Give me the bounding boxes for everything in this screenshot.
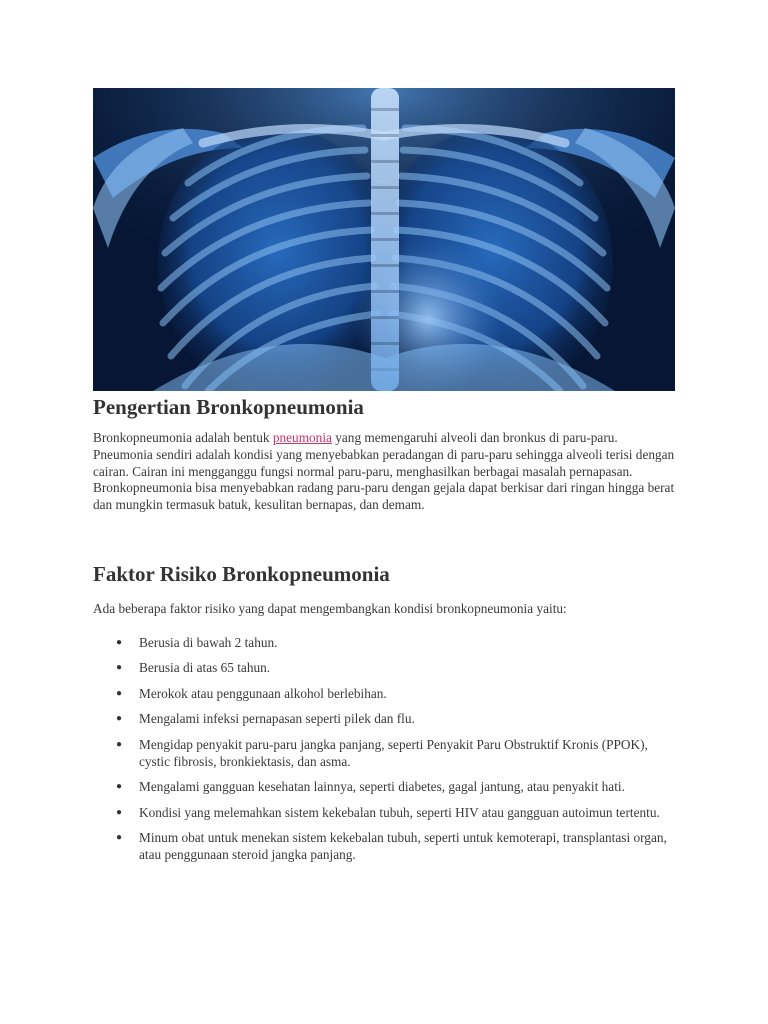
pneumonia-link[interactable]: pneumonia: [272, 430, 332, 445]
list-item: [93, 685, 675, 702]
list-item: [93, 804, 675, 821]
definition-paragraph: [93, 430, 675, 514]
list-item: [93, 778, 675, 795]
document-page: [93, 88, 675, 872]
bullet-icon: ●: [116, 806, 123, 818]
bullet-icon: ●: [116, 832, 123, 844]
risk-factor-text: Kondisi yang melemahkan sistem kekebalan tubuh, seperti HIV atau gangguan autoimun tertentu.: [139, 804, 660, 820]
bullet-icon: ●: [116, 738, 123, 750]
bullet-icon: ●: [116, 687, 123, 699]
risk-factor-text: Berusia di bawah 2 tahun.: [139, 634, 278, 650]
definition-heading: Pengertian Bronkopneumonia: [93, 395, 364, 419]
definition-text-rest: yang memengaruhi alveoli dan bronkus di paru-paru. Pneumonia sendiri adalah kondisi yang menyebabkan peradangan di paru-paru sehingga alveoli terisi dengan cairan. Cairan ini mengganggu fungsi normal paru-paru, menghasilkan berbagai masalah pernapasan. Bronkopneumonia bisa menyebabkan radang paru-paru dengan gejala dapat berkisar dari ringan hingga berat dan mungkin termasuk batuk, kesulitan bernapas, dan demam.: [93, 430, 675, 513]
risk-factor-text: Minum obat untuk menekan sistem kekebalan tubuh, seperti untuk kemoterapi, transplantasi organ, atau penggunaan steroid jangka panjang.: [139, 830, 667, 863]
risk-factors-list: [93, 634, 675, 864]
list-item: [93, 736, 675, 770]
chest-xray-illustration: [93, 88, 675, 391]
risk-factor-text: Mengalami infeksi pernapasan seperti pilek dan flu.: [139, 711, 415, 727]
risk-factors-heading: Faktor Risiko Bronkopneumonia: [93, 561, 390, 586]
list-item: [93, 829, 675, 863]
bullet-icon: ●: [116, 662, 123, 674]
bullet-icon: ●: [116, 636, 123, 648]
bullet-icon: ●: [116, 713, 123, 725]
bullet-icon: ●: [116, 781, 123, 793]
risk-factor-text: Mengalami gangguan kesehatan lainnya, seperti diabetes, gagal jantung, atau penyakit hati.: [139, 779, 625, 795]
list-item: [93, 634, 675, 651]
list-item: [93, 659, 675, 676]
risk-factors-intro: Ada beberapa faktor risiko yang dapat mengembangkan kondisi bronkopneumonia yaitu:: [93, 600, 567, 616]
risk-factor-text: Berusia di atas 65 tahun.: [139, 660, 271, 676]
risk-factor-text: Merokok atau penggunaan alkohol berlebihan.: [139, 685, 387, 701]
list-item: [93, 710, 675, 727]
definition-text-start: Bronkopneumonia adalah bentuk: [93, 430, 273, 445]
chest-xray-image: [93, 88, 675, 391]
risk-factor-text: Mengidap penyakit paru-paru jangka panjang, seperti Penyakit Paru Obstruktif Kronis (PPOK), cystic fibrosis, bronkiektasis, dan asma.: [139, 736, 648, 769]
